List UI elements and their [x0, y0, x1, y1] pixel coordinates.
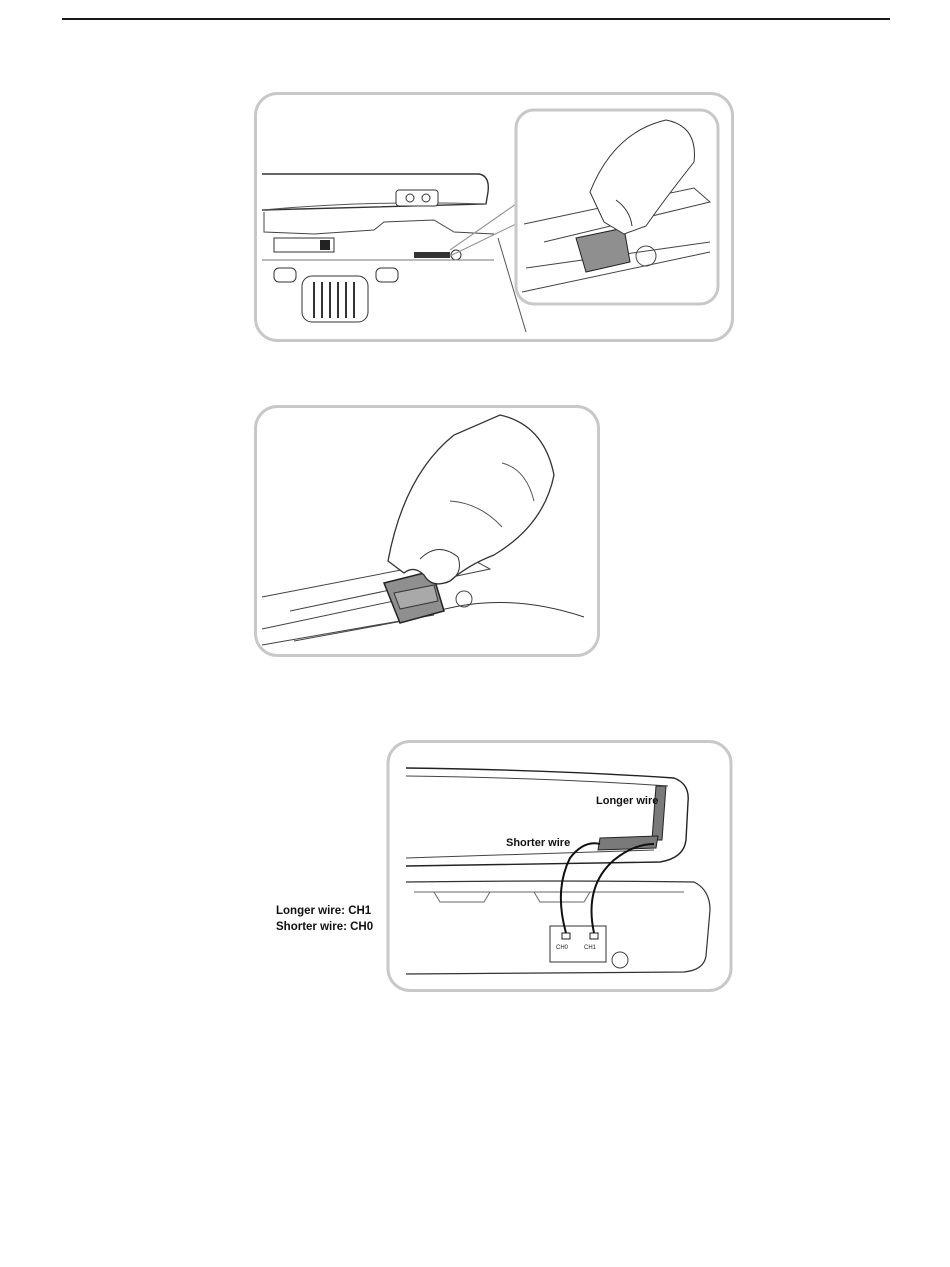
wire-channel-legend	[276, 903, 373, 935]
figure-module-location	[254, 92, 734, 342]
illustration-hand-module	[254, 405, 600, 657]
shorter-wire-label: Shorter wire	[506, 837, 571, 849]
illustration-device-overview	[254, 92, 734, 342]
figure-module-insert	[254, 405, 600, 657]
chip-port-1-label: CH1	[584, 945, 597, 951]
illustration-antenna-wiring	[254, 740, 734, 992]
chip-port-0-label: CH0	[556, 945, 569, 951]
longer-wire-label: Longer wire	[596, 795, 659, 807]
figure-antenna-wiring	[254, 740, 734, 992]
legend-longer-wire: Longer wire: CH1	[276, 905, 372, 917]
legend-shorter-wire: Shorter wire: CH0	[276, 921, 374, 933]
header-rule	[62, 18, 890, 20]
